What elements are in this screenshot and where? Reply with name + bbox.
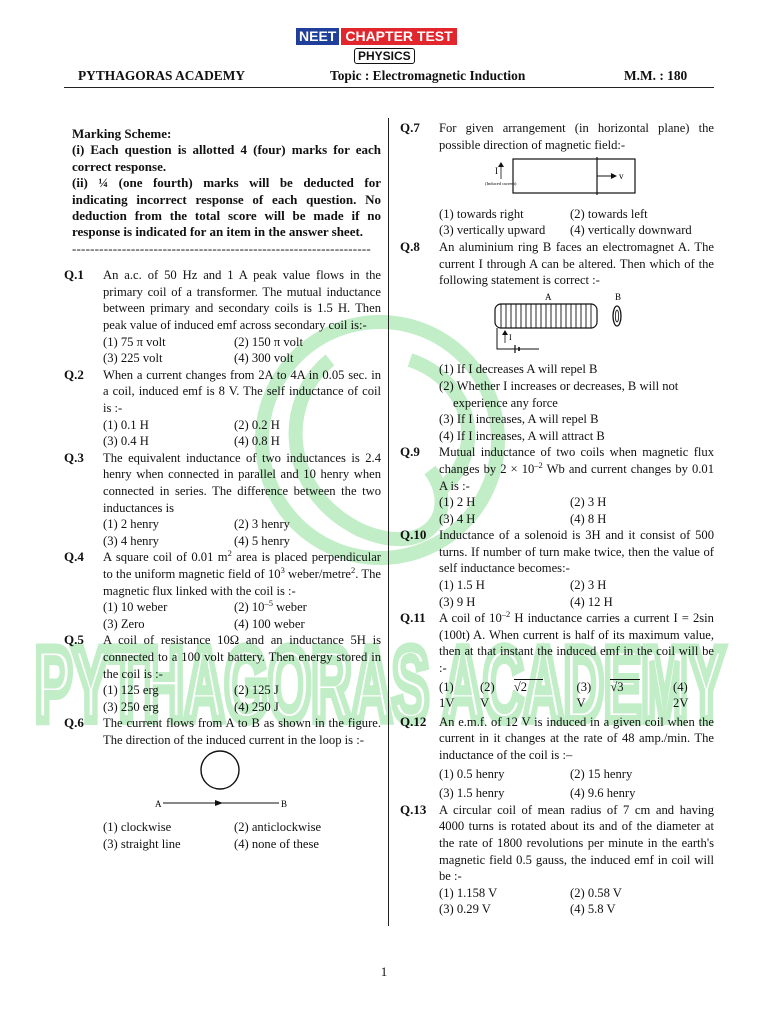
- option-4[interactable]: (4) 0.8 H: [234, 434, 280, 449]
- question-1: [64, 267, 381, 367]
- option-1[interactable]: (1) If I decreases A will repel B: [439, 362, 598, 377]
- answer-options: [439, 885, 714, 918]
- option-2[interactable]: (2) Whether I increases or decreases, B will not: [439, 378, 679, 393]
- page-number: 1: [380, 964, 388, 979]
- option-4[interactable]: (4) 300 volt: [234, 351, 294, 366]
- question-number: Q.11: [400, 610, 426, 626]
- option-2[interactable]: (2) 125 J: [234, 683, 279, 698]
- question-number: Q.4: [64, 549, 84, 565]
- option-4[interactable]: (4) 100 weber: [234, 616, 305, 631]
- option-1[interactable]: (1) 125 erg: [103, 683, 159, 698]
- question-11: [400, 610, 714, 712]
- option-3[interactable]: (3) 225 volt: [103, 351, 163, 366]
- circular-loop: [201, 751, 239, 789]
- question-number: Q.6: [64, 715, 84, 731]
- aluminium-ring: [613, 306, 621, 326]
- question-10: [400, 527, 714, 610]
- current-label: I: [495, 166, 498, 177]
- option-1[interactable]: (1) 1V: [439, 679, 455, 711]
- option-2[interactable]: (2) 150 π volt: [234, 334, 303, 349]
- option-3[interactable]: (3) 250 erg: [103, 699, 159, 714]
- test-badge: [296, 28, 457, 45]
- electromagnet-figure: [439, 291, 714, 355]
- option-1[interactable]: (1) 1.158 V: [439, 885, 498, 900]
- option-4[interactable]: (4) 8 H: [570, 511, 607, 526]
- marking-scheme-title: Marking Scheme:: [72, 126, 172, 141]
- question-number: Q.8: [400, 238, 420, 254]
- option-4[interactable]: (4) 12 H: [570, 594, 613, 609]
- academy-name: PYTHAGORAS ACADEMY: [78, 68, 246, 83]
- question-8: [400, 239, 714, 444]
- question-text: Mutual inductance of two coils when magnetic flux changes by $2 \times 10^{-2}$ Wb and current changes by 0.01 A is :-: [439, 445, 714, 493]
- question-number: Q.10: [400, 527, 427, 543]
- answer-options: [103, 417, 381, 450]
- option-3[interactable]: (3) 0.29 V: [439, 902, 491, 917]
- right-column: [400, 120, 714, 918]
- option-2[interactable]: (2) $10^{-5}$ weber: [234, 597, 307, 615]
- option-3[interactable]: (3) Zero: [103, 616, 145, 631]
- question-text: For given arrangement (in horizontal plane) the possible direction of magnetic field:-: [439, 121, 714, 152]
- option-2[interactable]: (2) anticlockwise: [234, 820, 322, 835]
- question-6: [64, 715, 381, 852]
- current-arrow-icon: [215, 800, 223, 806]
- induced-current-arrow-icon: [498, 162, 504, 167]
- header-divider: [64, 87, 714, 88]
- option-3[interactable]: (3) 4 henry: [103, 533, 159, 548]
- question-number: Q.3: [64, 449, 84, 465]
- option-3[interactable]: (3) straight line: [103, 836, 181, 851]
- option-3[interactable]: (3) 0.4 H: [103, 434, 149, 449]
- question-number: Q.13: [400, 801, 427, 817]
- question-4: [64, 549, 381, 632]
- question-text: A coil of $10^{-2}$ H inductance carries a current I = 2sin (100t) A. When current is half of its maximum value, then at that instant the induced emf in the coil will be :-: [439, 609, 714, 676]
- option-4[interactable]: (4) 5.8 V: [570, 902, 616, 917]
- question-text: The current flows from A to B as shown in the figure. The direction of the induced current in the loop is :-: [103, 716, 381, 747]
- point-a-label: A: [155, 799, 162, 810]
- current-label: I: [509, 332, 512, 342]
- option-2-continued: experience any force: [453, 395, 558, 410]
- question-number: Q.1: [64, 267, 84, 283]
- question-9: [400, 444, 714, 527]
- answer-options: [103, 819, 381, 852]
- option-2[interactable]: (2) √2 V: [480, 679, 561, 712]
- question-number: Q.5: [64, 632, 84, 648]
- answer-options: [439, 361, 714, 444]
- point-b-label: B: [281, 799, 288, 810]
- question-text: An e.m.f. of 12 V is induced in a given coil when the current in it changes at the rate of 48 amp./min. The inductance of the coil is :–: [439, 714, 714, 762]
- question-number: Q.2: [64, 366, 84, 382]
- option-1[interactable]: (1) 2 H: [439, 495, 476, 510]
- subject-label: PHYSICS: [354, 48, 415, 64]
- question-13: [400, 802, 714, 918]
- option-1[interactable]: (1) 10 weber: [103, 600, 168, 615]
- marking-scheme: [72, 126, 381, 257]
- question-text: An aluminium ring B faces an electromagnet A. The current I through A can be altered. Then which of the following statement is correct :-: [439, 239, 714, 288]
- header-row: [78, 68, 714, 84]
- option-4[interactable]: (4) 5 henry: [234, 533, 290, 548]
- separator-dashes: ------------------------------------------------------------------: [72, 240, 371, 256]
- option-3[interactable]: (3) 9 H: [439, 594, 476, 609]
- marking-scheme-line: (i) Each question is allotted 4 (four) marks for each correct response.: [72, 142, 381, 174]
- option-2[interactable]: (2) 3 H: [570, 578, 607, 593]
- answer-options: [439, 679, 714, 712]
- question-text: The equivalent inductance of two inductances is 2.4 henry when connected in parallel and 10 henry when connected in series. The difference between the two inductances is: [103, 450, 381, 515]
- velocity-arrow-icon: [611, 173, 617, 179]
- option-2[interactable]: (2) towards left: [570, 206, 648, 221]
- option-1[interactable]: (1) 0.5 henry: [439, 766, 505, 781]
- question-number: Q.7: [400, 120, 420, 135]
- electromagnet-label: A: [545, 291, 552, 302]
- answer-options: [439, 206, 714, 239]
- question-2: [64, 367, 381, 450]
- option-1[interactable]: (1) 2 henry: [103, 517, 159, 532]
- option-4[interactable]: (4) 2V: [673, 679, 689, 711]
- option-2[interactable]: (2) 15 henry: [570, 766, 633, 781]
- option-2[interactable]: (2) 0.2 H: [234, 417, 280, 432]
- option-1[interactable]: (1) towards right: [439, 206, 524, 221]
- question-5: [64, 632, 381, 715]
- column-divider: [388, 118, 389, 926]
- question-number: Q.12: [400, 713, 427, 729]
- answer-options: [103, 682, 381, 715]
- question-text: Inductance of a solenoid is 3H and it consist of 500 turns. If number of turn make twice, then the value of self inductance becomes:-: [439, 528, 714, 576]
- watermark-text: PYTHAGORAS ACADEMY: [35, 627, 725, 743]
- option-1[interactable]: (1) 1.5 H: [439, 578, 485, 593]
- question-text: When a current changes from 2A to 4A in 0.05 sec. in a coil, induced emf is 8 V. The self inductance of coil is :-: [103, 367, 381, 415]
- marking-scheme-line: (ii) ¼ (one fourth) marks will be deducted for indicating incorrect response of each question. No deduction from the total score will be made if no response is indicated for an item in the answer sheet.: [72, 175, 381, 240]
- answer-options: [439, 766, 714, 802]
- answer-options: [439, 577, 714, 610]
- option-3[interactable]: (3) vertically upward: [439, 223, 546, 238]
- rectangular-loop-figure: [439, 155, 714, 199]
- max-marks: M.M. : 180: [624, 68, 688, 83]
- option-3[interactable]: (3) 4 H: [439, 511, 476, 526]
- badge-chapter-test: CHAPTER TEST: [341, 28, 456, 45]
- question-3: [64, 450, 381, 550]
- question-number: Q.9: [400, 444, 420, 460]
- question-7: [400, 120, 714, 239]
- question-text: A square coil of 0.01 $m^2$ area is placed perpendicular to the uniform magnetic field of $10^3$ weber/metre$^2$. The magnetic flux linked with the coil is :-: [103, 548, 381, 598]
- circuit-wire: [497, 328, 539, 349]
- option-1[interactable]: (1) 0.1 H: [103, 417, 149, 432]
- answer-options: [103, 334, 381, 367]
- option-4[interactable]: (4) none of these: [234, 836, 319, 851]
- question-text: A coil of resistance 10Ω and an inductance 5H is connected to a 100 volt battery. Then energy stored in the coil is :-: [103, 633, 381, 681]
- answer-options: [103, 599, 381, 632]
- option-4[interactable]: (4) 250 J: [234, 699, 279, 714]
- induced-current-note: (Induced current): [485, 181, 517, 187]
- left-column: [64, 126, 381, 852]
- option-3[interactable]: (3) 1.5 henry: [439, 786, 505, 801]
- option-4[interactable]: (4) If I increases, A will attract B: [439, 428, 605, 443]
- option-3[interactable]: (3) If I increases, A will repel B: [439, 412, 599, 427]
- answer-options: [103, 516, 381, 549]
- velocity-label: v: [619, 171, 624, 182]
- loop-wire-figure: [103, 750, 381, 812]
- topic-title: Topic : Electromagnetic Induction: [330, 68, 526, 83]
- badge-neet: NEET: [296, 28, 339, 45]
- option-2[interactable]: (2) 3 H: [570, 495, 607, 510]
- ring-label: B: [615, 291, 622, 302]
- current-arrow-icon: [502, 330, 508, 335]
- option-2[interactable]: (2) 3 henry: [234, 517, 290, 532]
- option-3[interactable]: (3) √3 V: [577, 679, 658, 712]
- question-text: An a.c. of 50 Hz and 1 A peak value flows in the primary coil of a transformer. The mutual inductance between primary and secondary coils is 1.5 H. Then peak value of induced emf across secondary coil is:-: [103, 268, 381, 333]
- option-1[interactable]: (1) 75 π volt: [103, 334, 166, 349]
- question-12: [400, 714, 714, 802]
- option-1[interactable]: (1) clockwise: [103, 820, 172, 835]
- question-text: A circular coil of mean radius of 7 cm and having 4000 turns is rotated about its and of the diameter at the rate of 1800 revolutions per minute in the earth's magnetic field 0.5 gauss, the induced emf in coil will be :-: [439, 802, 714, 884]
- option-2[interactable]: (2) 0.58 V: [570, 885, 622, 900]
- option-4[interactable]: (4) 9.6 henry: [570, 786, 636, 801]
- answer-options: [439, 494, 714, 527]
- option-4[interactable]: (4) vertically downward: [570, 223, 692, 238]
